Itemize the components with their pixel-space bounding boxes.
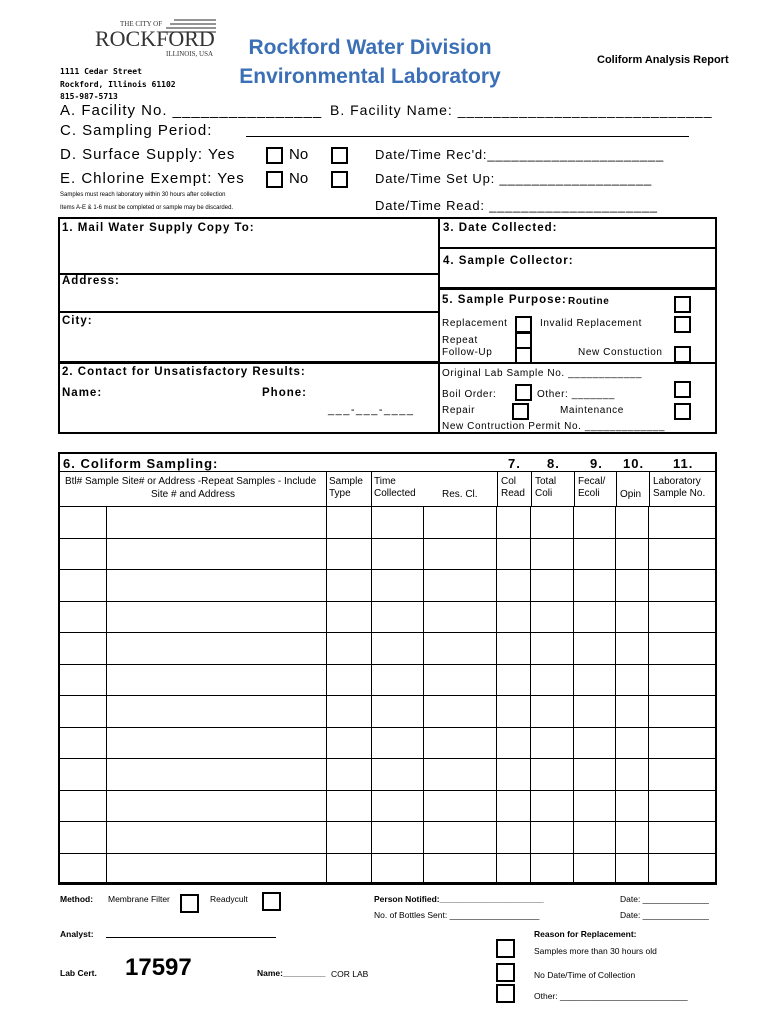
sample-cell[interactable] [649, 822, 717, 854]
new-permit-field[interactable]: New Contruction Permit No. _____________ [442, 421, 666, 432]
sample-cell[interactable] [497, 759, 531, 791]
col-time-header-b: Collected [374, 488, 416, 499]
new-construction-label: New Constuction [578, 347, 663, 358]
routine-checkbox[interactable] [674, 296, 691, 313]
reason-30-hours-label: Samples more than 30 hours old [534, 946, 657, 956]
sample-row [59, 853, 717, 885]
sample-cell[interactable] [616, 664, 649, 696]
sample-cell[interactable] [616, 507, 649, 539]
readycult-checkbox[interactable] [262, 892, 281, 911]
sample-cell[interactable] [424, 822, 497, 854]
sample-cell[interactable] [106, 633, 326, 665]
sample-cell[interactable] [497, 570, 531, 602]
person-notified-field[interactable]: Person Notified:______________________ [374, 894, 544, 904]
sample-cell[interactable] [531, 822, 574, 854]
sample-row [59, 570, 717, 602]
sample-cell[interactable] [424, 664, 497, 696]
col-fecal-header-b: Ecoli [578, 488, 600, 499]
sample-cell[interactable] [574, 790, 616, 822]
mail-copy-label: 1. Mail Water Supply Copy To: [62, 222, 255, 234]
col-num-8: 8. [547, 456, 560, 471]
sample-cell[interactable] [59, 507, 107, 539]
sample-cell[interactable] [574, 507, 616, 539]
sample-cell[interactable] [371, 853, 424, 885]
col-site-header-a: Btl# Sample Site# or Address -Repeat Samples - Include [65, 476, 317, 487]
sample-cell[interactable] [531, 570, 574, 602]
date-setup-field[interactable]: Date/Time Set Up: ___________________ [375, 171, 653, 186]
date-notified-field[interactable]: Date: ______________ [620, 894, 709, 904]
analyst-input[interactable] [106, 925, 276, 938]
col-site-header-b: Site # and Address [151, 489, 235, 500]
sample-cell[interactable] [326, 696, 371, 728]
other-checkbox[interactable] [674, 381, 691, 398]
invalid-replacement-label: Invalid Replacement [540, 318, 643, 329]
sample-cell[interactable] [616, 853, 649, 885]
sample-cell[interactable] [649, 759, 717, 791]
sample-row [59, 538, 717, 570]
sample-cell[interactable] [616, 633, 649, 665]
replacement-checkbox[interactable] [515, 316, 532, 333]
chlorine-exempt-label: E. Chlorine Exempt: Yes [60, 170, 245, 187]
routine-label: Routine [568, 296, 610, 307]
sample-cell[interactable] [59, 601, 107, 633]
sample-cell[interactable] [371, 790, 424, 822]
date-collected-label[interactable]: 3. Date Collected: [443, 222, 558, 234]
phone-number: 815-987-5713 [60, 92, 118, 101]
bottles-sent-field[interactable]: No. of Bottles Sent: ___________________ [374, 910, 540, 920]
other-field[interactable]: Other: _______ [537, 389, 615, 400]
sample-row [59, 759, 717, 791]
sample-cell[interactable] [649, 727, 717, 759]
report-title: Coliform Analysis Report [597, 54, 729, 66]
sample-cell[interactable] [497, 633, 531, 665]
sample-cell[interactable] [574, 538, 616, 570]
sample-cell[interactable] [497, 601, 531, 633]
sample-cell[interactable] [616, 538, 649, 570]
sample-cell[interactable] [106, 507, 326, 539]
contact-label: 2. Contact for Unsatisfactory Results: [62, 366, 306, 378]
col-cl-header: Res. Cl. [442, 489, 478, 500]
sample-row [59, 822, 717, 854]
sample-cell[interactable] [59, 759, 107, 791]
sample-cell[interactable] [649, 664, 717, 696]
reason-no-date-label: No Date/Time of Collection [534, 970, 636, 980]
sample-cell[interactable] [59, 822, 107, 854]
sample-cell[interactable] [531, 790, 574, 822]
sample-cell[interactable] [59, 696, 107, 728]
col-type-header-b: Type [329, 488, 351, 499]
sample-cell[interactable] [371, 538, 424, 570]
follow-up-label: Follow-Up [442, 347, 493, 358]
chlorine-no-checkbox[interactable] [331, 171, 348, 188]
logo-line3: ILLINOIS, USA [166, 50, 214, 58]
title-line2: Environmental Laboratory [239, 65, 501, 88]
sample-cell[interactable] [531, 727, 574, 759]
city-label[interactable]: City: [62, 315, 93, 327]
new-construction-checkbox[interactable] [674, 346, 691, 363]
sample-cell[interactable] [326, 633, 371, 665]
sample-cell[interactable] [497, 727, 531, 759]
sample-cell[interactable] [497, 790, 531, 822]
sample-cell[interactable] [106, 601, 326, 633]
repeat-label: Repeat [442, 335, 478, 346]
sampling-period-label: C. Sampling Period: [60, 122, 213, 139]
repair-label: Repair [442, 405, 476, 416]
replacement-label: Replacement [442, 318, 508, 329]
reason-other-field[interactable]: Other: ___________________________ [534, 991, 688, 1001]
sample-cell[interactable] [531, 759, 574, 791]
sample-cell[interactable] [371, 727, 424, 759]
sample-cell[interactable] [106, 727, 326, 759]
sample-cell[interactable] [106, 696, 326, 728]
address-line2: Rockford, Illinois 61102 [60, 80, 176, 89]
sample-cell[interactable] [371, 633, 424, 665]
sample-cell[interactable] [531, 853, 574, 885]
sample-cell[interactable] [326, 538, 371, 570]
surface-no-checkbox[interactable] [331, 147, 348, 164]
sample-cell[interactable] [59, 570, 107, 602]
col-col-header-b: Read [501, 488, 525, 499]
sample-cell[interactable] [424, 727, 497, 759]
sample-cell[interactable] [574, 601, 616, 633]
sample-cell[interactable] [326, 759, 371, 791]
contact-name-label[interactable]: Name: [62, 387, 103, 399]
date-received-field[interactable]: Date/Time Rec'd:______________________ [375, 147, 664, 162]
sample-cell[interactable] [59, 853, 107, 885]
sample-cell[interactable] [59, 538, 107, 570]
sample-cell[interactable] [649, 853, 717, 885]
sample-cell[interactable] [574, 570, 616, 602]
sample-row [59, 696, 717, 728]
col-num-11: 11. [673, 456, 694, 471]
sample-cell[interactable] [371, 696, 424, 728]
sample-cell[interactable] [649, 633, 717, 665]
sample-cell[interactable] [616, 822, 649, 854]
sample-cell[interactable] [106, 664, 326, 696]
sample-cell[interactable] [424, 538, 497, 570]
sample-cell[interactable] [371, 570, 424, 602]
sample-cell[interactable] [424, 601, 497, 633]
sample-cell[interactable] [649, 507, 717, 539]
col-lab-header-b: Sample No. [653, 488, 706, 499]
sample-row [59, 601, 717, 633]
sample-row [59, 507, 717, 539]
sample-cell[interactable] [616, 696, 649, 728]
sample-cell[interactable] [574, 664, 616, 696]
membrane-filter-label: Membrane Filter [108, 894, 170, 904]
sample-cell[interactable] [424, 633, 497, 665]
sample-cell[interactable] [616, 759, 649, 791]
sample-cell[interactable] [574, 853, 616, 885]
maintenance-label: Maintenance [560, 405, 624, 416]
city-section [58, 311, 440, 363]
boil-order-label: Boil Order: [442, 389, 497, 400]
repair-checkbox[interactable] [512, 403, 529, 420]
col-col-header-a: Col [501, 476, 517, 487]
sample-cell[interactable] [649, 790, 717, 822]
sample-grid [58, 506, 717, 885]
col-fecal-header-a: Fecal/ [578, 476, 606, 487]
boil-order-checkbox[interactable] [515, 384, 532, 401]
lab-cert-number: 17597 [125, 954, 192, 981]
facility-no-field[interactable]: A. Facility No. ________________ [60, 102, 323, 119]
sample-cell[interactable] [59, 790, 107, 822]
date-read-field[interactable]: Date/Time Read: _____________________ [375, 198, 658, 213]
sample-cell[interactable] [531, 633, 574, 665]
logo-line1: THE CITY OF [120, 20, 163, 28]
sample-row [59, 790, 717, 822]
col-opin-header: Opin [620, 489, 642, 500]
contact-phone-blank[interactable]: ___-___-____ [328, 404, 415, 416]
reason-heading: Reason for Replacement: [534, 929, 637, 939]
sample-cell[interactable] [424, 696, 497, 728]
sample-cell[interactable] [59, 664, 107, 696]
sample-cell[interactable] [326, 727, 371, 759]
sample-row [59, 664, 717, 696]
surface-no-label: No [289, 146, 309, 163]
title-line1: Rockford Water Division [248, 36, 492, 59]
follow-up-checkbox[interactable] [515, 347, 532, 364]
sample-cell[interactable] [326, 822, 371, 854]
sample-cell[interactable] [649, 570, 717, 602]
sample-cell[interactable] [574, 822, 616, 854]
sample-cell[interactable] [106, 538, 326, 570]
membrane-filter-checkbox[interactable] [180, 894, 199, 913]
sample-cell[interactable] [574, 727, 616, 759]
method-label: Method: [60, 894, 94, 904]
sample-cell[interactable] [106, 759, 326, 791]
sample-collector-section [438, 247, 717, 289]
sample-cell[interactable] [574, 759, 616, 791]
sample-purpose-label: 5. Sample Purpose: [442, 294, 567, 306]
address-label[interactable]: Address: [62, 275, 120, 287]
facility-name-field[interactable]: B. Facility Name: _____________________________ [330, 102, 713, 118]
sample-cell[interactable] [424, 790, 497, 822]
notice-items-required: Items A-E & 1-6 must be completed or sample may be discarded. [60, 205, 234, 211]
sample-cell[interactable] [574, 696, 616, 728]
sample-cell[interactable] [616, 601, 649, 633]
date-bottles-field[interactable]: Date: ______________ [620, 910, 709, 920]
sample-cell[interactable] [616, 570, 649, 602]
reason-30-hours-checkbox[interactable] [496, 939, 515, 958]
col-num-9: 9. [590, 456, 603, 471]
sample-cell[interactable] [424, 759, 497, 791]
sample-cell[interactable] [59, 727, 107, 759]
city-logo [90, 12, 220, 62]
surface-yes-checkbox[interactable] [266, 147, 283, 164]
sample-cell[interactable] [497, 538, 531, 570]
logo-line2: ROCKFORD [95, 26, 215, 51]
sample-cell[interactable] [106, 853, 326, 885]
readycult-label: Readycult [210, 894, 248, 904]
reason-other-checkbox[interactable] [496, 984, 515, 1003]
col-lab-header-a: Laboratory [653, 476, 701, 487]
sample-row [59, 633, 717, 665]
sample-cell[interactable] [649, 696, 717, 728]
sample-collector-label[interactable]: 4. Sample Collector: [443, 255, 574, 267]
maintenance-checkbox[interactable] [674, 403, 691, 420]
notice-30-hours: Samples must reach laboratory within 30 hours after collection [60, 192, 226, 198]
sample-cell[interactable] [616, 790, 649, 822]
sample-cell[interactable] [106, 570, 326, 602]
sample-cell[interactable] [497, 822, 531, 854]
sample-cell[interactable] [371, 601, 424, 633]
col-type-header-a: Sample [329, 476, 363, 487]
chlorine-yes-checkbox[interactable] [266, 171, 283, 188]
col-num-7: 7. [508, 456, 521, 471]
sample-cell[interactable] [326, 853, 371, 885]
sample-cell[interactable] [649, 538, 717, 570]
sample-cell[interactable] [497, 696, 531, 728]
sample-cell[interactable] [649, 601, 717, 633]
contact-phone-label: Phone: [262, 387, 307, 399]
sample-cell[interactable] [326, 570, 371, 602]
sample-cell[interactable] [497, 507, 531, 539]
sample-cell[interactable] [326, 507, 371, 539]
lab-name-field[interactable]: Name:_________ [257, 968, 326, 978]
invalid-replacement-checkbox[interactable] [674, 316, 691, 333]
chlorine-no-label: No [289, 170, 309, 187]
sample-cell[interactable] [59, 633, 107, 665]
sample-cell[interactable] [424, 853, 497, 885]
sample-cell[interactable] [106, 822, 326, 854]
sample-cell[interactable] [371, 759, 424, 791]
address-line1: 1111 Cedar Street [60, 67, 142, 76]
sample-cell[interactable] [371, 507, 424, 539]
col-time-header-a: Time [374, 476, 396, 487]
reason-no-date-checkbox[interactable] [496, 963, 515, 982]
sample-cell[interactable] [106, 790, 326, 822]
sample-cell[interactable] [531, 601, 574, 633]
sample-cell[interactable] [531, 696, 574, 728]
lab-cert-label: Lab Cert. [60, 968, 97, 978]
sample-cell[interactable] [531, 664, 574, 696]
sample-cell[interactable] [531, 538, 574, 570]
cor-lab-label: COR LAB [331, 969, 369, 979]
analyst-label: Analyst: [60, 929, 94, 939]
sample-cell[interactable] [531, 507, 574, 539]
sample-cell[interactable] [326, 790, 371, 822]
col-total-header-b: Coli [535, 488, 553, 499]
coliform-sampling-heading: 6. Coliform Sampling: [63, 456, 219, 471]
col-total-header-a: Total [535, 476, 557, 487]
sample-cell[interactable] [424, 507, 497, 539]
surface-supply-label: D. Surface Supply: Yes [60, 146, 236, 163]
sample-cell[interactable] [497, 664, 531, 696]
sample-cell[interactable] [616, 727, 649, 759]
sample-cell[interactable] [326, 601, 371, 633]
sample-cell[interactable] [497, 853, 531, 885]
sample-cell[interactable] [574, 633, 616, 665]
sample-cell[interactable] [371, 822, 424, 854]
original-lab-sample-field[interactable]: Original Lab Sample No. ____________ [442, 368, 643, 379]
col-num-10: 10. [623, 456, 645, 471]
sample-cell[interactable] [424, 570, 497, 602]
sample-cell[interactable] [326, 664, 371, 696]
sample-cell[interactable] [371, 664, 424, 696]
sampling-period-input[interactable] [246, 122, 689, 137]
sample-row [59, 727, 717, 759]
